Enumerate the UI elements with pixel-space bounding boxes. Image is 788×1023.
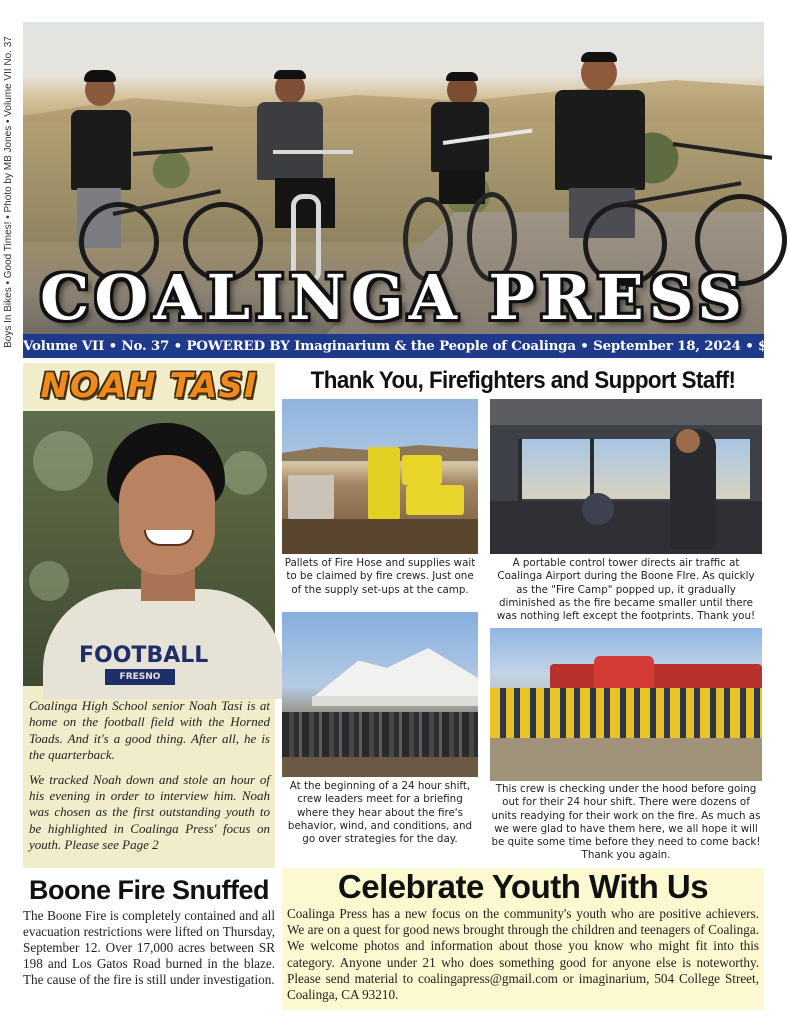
- youth-story: Coalinga Press has a new focus on the community's youth who are positive achievers. We are on a quest for good news brought through the children and teenagers of Coalinga. We welcome photos and information about those you know who might fit into this category. Anyone under 21 who does something good for anyone else is noteworthy. Please send material to coalingapress@gmail.com or imaginarium, 504 College Street, Coalinga, CA 93210.: [287, 906, 759, 1003]
- masthead-title: COALINGA PRESS: [40, 261, 747, 334]
- boone-fire-story: The Boone Fire is completely contained and all evacuation restrictions were lifted on Thursday, September 12. Over 17,000 acres between SR 198 and Los Gatos Road burned in the blaze. The cause of the fire is still under investigation.: [23, 908, 275, 987]
- firefighters-headline: Thank You, Firefighters and Support Staff!: [310, 367, 736, 394]
- photo-caption: A portable control tower directs air traffic at Coalinga Airport during the Boone FIre. As quickly as the "Fire Camp" popped up, it gradually diminished as the fire became smaller until there was nothing left except the footprints. Thank you!: [496, 557, 756, 623]
- crew-briefing-photo: [282, 612, 478, 777]
- feature-paragraph: We tracked Noah down and stole an hour of his evening in order to interview him. Noah was chosen as the first outstanding youth to be highlighted in Coalinga Press' focus on youth. Please see Page 2: [29, 771, 270, 853]
- issue-banner: Volume VII • No. 37 • POWERED BY Imaginarium & the People of Coalinga • September 18, 2024 • $2⁰⁰: [23, 334, 764, 358]
- photo-caption: This crew is checking under the hood before going out for their 24 hour shift. There were dozens of units readying for their work on the fire. As much as we were glad to have them here, we all hope it will be quite some time before they need to come back! Thank you again.: [491, 783, 761, 862]
- youth-headline: Celebrate Youth With Us: [337, 868, 709, 905]
- feature-story: [29, 698, 270, 862]
- boone-fire-headline: Boone Fire Snuffed: [29, 875, 269, 905]
- feature-name: NOAH TASI: [40, 366, 258, 406]
- shirt-football-text: FOOTBALL: [79, 643, 209, 668]
- control-tower-photo: [490, 399, 762, 554]
- fire-crew-photo: [490, 628, 762, 781]
- feature-paragraph: Coalinga High School senior Noah Tasi is at home on the football field with the Horned Toads. And it's a good thing. After all, he is the quarterback.: [29, 698, 270, 763]
- photo-caption: At the beginning of a 24 hour shift, crew leaders meet for a briefing where they hear about the fire's behavior, wind, and conditions, and go over strategies for the day.: [287, 780, 473, 846]
- shirt-fresno-state-text: FRESNO STATE: [105, 669, 175, 685]
- photo-credit-vertical: Boys In Bikes • Good Times! • Photo by MB Jones • Volume VII No. 37: [3, 36, 14, 348]
- photo-caption: Pallets of Fire Hose and supplies wait to be claimed by fire crews. Just one of the supply set-ups at the camp.: [284, 557, 476, 596]
- feature-portrait-photo: [23, 411, 275, 698]
- fire-hose-pallets-photo: [282, 399, 478, 554]
